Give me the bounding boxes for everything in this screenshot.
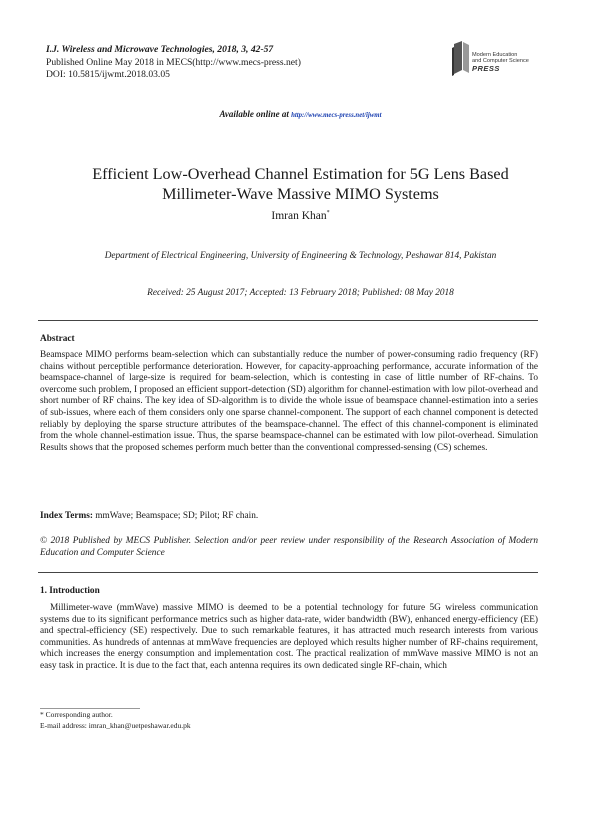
author-name: Imran Khan	[271, 210, 327, 222]
available-label: Available online at	[219, 109, 292, 119]
abstract-heading: Abstract	[40, 334, 75, 344]
footnote-corresponding: * Corresponding author.	[40, 710, 113, 719]
divider-bottom	[38, 572, 538, 573]
journal-name: I.J. Wireless and Microwave Technologies,	[46, 44, 215, 55]
index-terms-value: mmWave; Beamspace; SD; Pilot; RF chain.	[92, 511, 259, 521]
journal-header	[46, 44, 301, 82]
journal-citation	[46, 44, 301, 57]
section-heading-introduction: 1. Introduction	[40, 586, 100, 596]
publisher-logo	[450, 40, 550, 84]
footnote-email: E-mail address: imran_khan@uetpeshawar.edu.pk	[40, 720, 191, 730]
affiliation: Department of Electrical Engineering, University of Engineering & Technology, Peshawar 814, Pakistan	[104, 251, 497, 261]
abstract-body: Beamspace MIMO performs beam-selection which can substantially reduce the number of power-consuming radio frequency (RF) chains without perceptible performance deterioration. However, for capacity-approaching performance, accurate information of the beamspace-channel of large-size is required for beam-selection, which is contesting in case of little number of RF-chains. To overcome such problem, I proposed an efficient support-detection (SD) algorithm for channel-estimation with low pilot-overhead and short number of RF chains. The key idea of SD-algorithm is to divide the whole issue of beamspace channel-estimation into a series of sub-issues, where each of them considers only one sparse channel-component. The support of each channel component is detected reliably by deploying the sparse structure attributes of the beamspace-channel. The effect of this channel-component is eliminated from the whole channel-estimation issue. Thus, the sparse beamspace-channel can be estimated with low pilot-overhead. Simulation Results shows that the proposed schemes perform much better than the conventional compressed-sensing (CS) schemes.	[40, 350, 538, 453]
title-line-2: Millimeter-Wave Massive MIMO Systems	[162, 185, 439, 203]
published-online: Published Online May 2018 in MECS(http://www.mecs-press.net)	[46, 56, 301, 68]
paper-title	[40, 164, 561, 204]
available-online	[0, 109, 601, 119]
introduction-body: Millimeter-wave (mmWave) massive MIMO is deemed to be a potential technology for future 5G wireless communication systems due to its significant performance metrics such as higher data-rate, wider bandwidth (BW), enhanced energy-efficiency (EE) and spectral-efficiency (SE) respectively. Due to such remarkable features, it has attracted much research interests from various communities. As hundreds of antennas at mmWave frequencies are deployed which results higher number of RF-chains requirement, which increases the energy consumption and implementation cost. The practical realization of mmWave massive MIMO is not an easy task in practice. It is due to the fact that, each antenna requires its own dedicated single RF-chain, which	[40, 603, 538, 671]
book-icon	[450, 40, 472, 78]
logo-line1: Modern Education	[472, 52, 518, 58]
author	[0, 210, 601, 222]
index-terms	[40, 511, 258, 521]
publication-dates: Received: 25 August 2017; Accepted: 13 February 2018; Published: 08 May 2018	[147, 288, 454, 298]
divider-top	[38, 320, 538, 321]
title-line-1: Efficient Low-Overhead Channel Estimation for 5G Lens Based	[92, 165, 509, 183]
logo-text	[472, 52, 529, 64]
logo-brand: PRESS	[472, 64, 500, 73]
journal-link[interactable]: http://www.mecs-press.net/ijwmt	[291, 112, 382, 119]
footnote	[40, 710, 191, 731]
copyright-notice: © 2018 Published by MECS Publisher. Selection and/or peer review under responsibility of the Research Association of Modern Education and Computer Science	[40, 536, 538, 558]
journal-issue: 2018, 3, 42-57	[214, 44, 274, 55]
footnote-divider	[40, 708, 140, 709]
index-terms-label: Index Terms:	[40, 511, 93, 521]
doi: DOI: 10.5815/ijwmt.2018.03.05	[46, 69, 170, 80]
logo-line2: and Computer Science	[472, 58, 529, 64]
author-mark: *	[326, 210, 330, 217]
